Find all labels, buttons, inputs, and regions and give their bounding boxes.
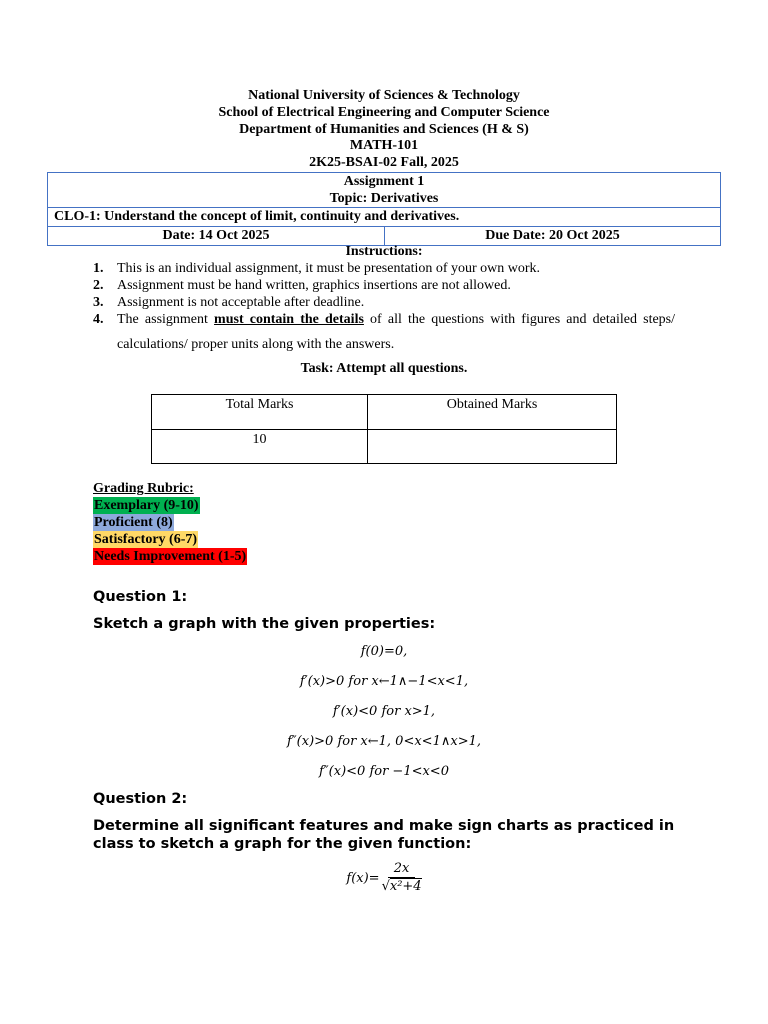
instruction-text: Assignment must be hand written, graphics insertions are not allowed. <box>117 278 511 293</box>
instruction-item <box>93 277 675 294</box>
instruction-number: 2. <box>93 278 104 293</box>
formula-lhs: f(x)= <box>346 870 380 886</box>
instruction-emphasis: must contain the details <box>214 312 364 327</box>
instructions-list <box>93 260 675 357</box>
instruction-text: Assignment is not acceptable after deadline. <box>117 295 365 310</box>
instruction-number: 3. <box>93 295 104 310</box>
department-name: Department of Humanities and Sciences (H & S) <box>239 122 529 137</box>
dates-row <box>48 226 720 245</box>
rubric-proficient: Proficient (8) <box>94 515 173 530</box>
instruction-number: 4. <box>93 312 104 327</box>
issue-date: Date: 14 Oct 2025 <box>48 227 385 245</box>
math-line: f(0)=0, <box>360 644 408 659</box>
section-term: 2K25-BSAI-02 Fall, 2025 <box>309 155 459 170</box>
question-1-prompt: Sketch a graph with the given properties: <box>93 616 436 632</box>
instructions-heading: Instructions: <box>345 244 423 259</box>
rubric-heading: Grading Rubric: <box>93 481 194 496</box>
grading-rubric <box>93 480 247 565</box>
rubric-needs-improvement: Needs Improvement (1-5) <box>94 549 247 564</box>
assignment-topic: Topic: Derivatives <box>329 190 439 206</box>
instruction-text-pre: The assignment <box>117 312 215 327</box>
question-2-prompt: Determine all significant features and make sign charts as practiced in class to sketch a graph for the given function: <box>93 818 675 852</box>
assignment-info-box <box>47 172 721 246</box>
school-name: School of Electrical Engineering and Computer Science <box>218 105 550 120</box>
clo-row <box>48 207 720 226</box>
marks-table <box>151 394 617 464</box>
due-date: Due Date: 20 Oct 2025 <box>485 228 620 243</box>
formula-numerator: 2x <box>388 860 416 878</box>
formula-denominator: x²+4 <box>389 879 422 894</box>
total-marks-value: 10 <box>152 429 368 464</box>
course-code: MATH-101 <box>349 138 419 153</box>
table-row <box>152 429 617 464</box>
clo-text: CLO-1: Understand the concept of limit, continuity and derivatives. <box>54 209 460 224</box>
instruction-text: This is an individual assignment, it must be presentation of your own work. <box>117 261 541 276</box>
obtained-marks-value <box>368 429 617 464</box>
instruction-text-post: of all the questions with figures and detailed steps/ calculations/ proper units along with the answers. <box>117 312 676 352</box>
math-line: f′(x)<0 for x>1, <box>332 704 436 719</box>
math-line: f″(x)>0 for x←1, 0<x<1∧x>1, <box>287 734 481 749</box>
formula-fraction <box>382 860 422 896</box>
math-line: f″(x)<0 for −1<x<0 <box>319 764 449 779</box>
total-marks-header: Total Marks <box>152 395 368 430</box>
assignment-title: Assignment 1 <box>343 174 425 189</box>
rubric-satisfactory: Satisfactory (6-7) <box>94 532 198 547</box>
table-header-row <box>152 395 617 430</box>
obtained-marks-header: Obtained Marks <box>368 395 617 430</box>
task-heading: Task: Attempt all questions. <box>300 361 468 376</box>
instruction-item <box>93 260 675 277</box>
function-formula <box>0 860 768 896</box>
university-name: National University of Sciences & Technology <box>248 88 520 103</box>
question-2-label: Question 2: <box>93 791 188 807</box>
instruction-number: 1. <box>93 261 104 276</box>
instruction-item <box>93 307 675 357</box>
sqrt-icon: √ <box>381 879 390 894</box>
question-1-label: Question 1: <box>93 589 188 605</box>
math-line: f′(x)>0 for x←1∧−1<x<1, <box>299 674 469 689</box>
rubric-exemplary: Exemplary (9-10) <box>94 498 199 513</box>
assignment-title-row <box>48 173 720 207</box>
formula-denominator-wrap <box>382 878 422 896</box>
